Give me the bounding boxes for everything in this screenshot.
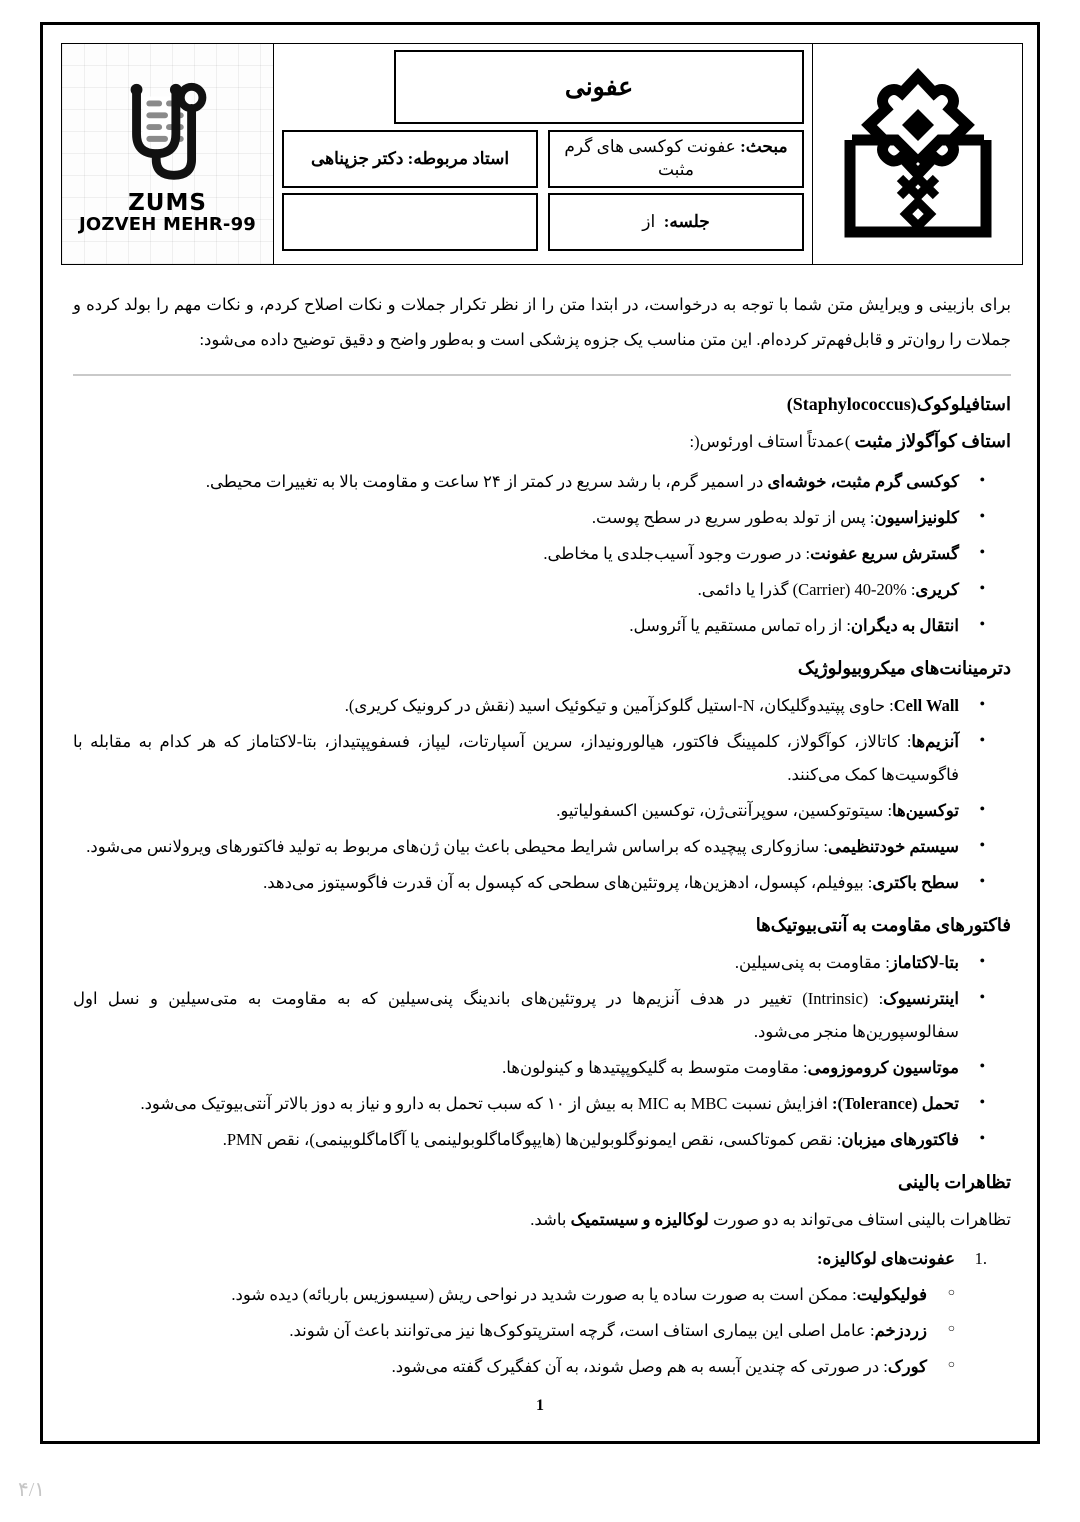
document-header-table xyxy=(61,43,1023,265)
bullet-term: سطح باکتری xyxy=(872,872,959,892)
bullet-text: : بیوفیلم، کپسول، ادهزین‌ها، پروتئین‌های سطحی که کپسول به آن قدرت فاگوسیتوز می‌دهد. xyxy=(263,872,873,892)
list-item xyxy=(73,1278,927,1311)
clinical-intro-pre: تظاهرات بالینی استاف می‌تواند به دو صورت xyxy=(708,1209,1011,1229)
bullet-text: در اسمیر گرم، با رشد سریع در کمتر از ۲۴ ساعت و مقاومت بالا به تغییرات محیطی. xyxy=(205,472,768,492)
topic-value: عفونت کوکسی های گرم مثبت xyxy=(564,137,736,179)
list-item xyxy=(73,501,959,534)
bullet-text: : عامل اصلی این بیماری استاف است، گرچه استرپتوکوک‌ها نیز می‌توانند باعث آن شوند. xyxy=(289,1320,875,1340)
document-content xyxy=(61,287,1023,1386)
intro-paragraph: برای بازبینی و ویرایش متن شما با توجه به درخواست، در ابتدا متن را از نظر تکرار جملات و نکات اصلاح کردم، و نکات مهم را بولد کرده و جملات را روان‌تر و قابل‌فهم‌تر کرده‌ام. این متن مناسب یک جزوه پزشکی است و به‌طور واضح و دقیق توضیح داده می‌شود: xyxy=(73,295,1011,350)
staph-subhead-rest: )عمدتاً استاف اورئوس(: xyxy=(689,431,855,451)
bullet-text: : از راه تماس مستقیم یا آئروسل. xyxy=(629,616,851,636)
section-heading-staphylococcus xyxy=(73,390,1011,419)
clinical-intro-post: باشد. xyxy=(530,1209,571,1229)
header-meta-cells xyxy=(274,44,812,264)
bullet-term: کلونیزاسیون xyxy=(874,508,959,528)
professor-cell xyxy=(282,130,538,188)
bullet-text: : پس از تولد به‌طور سریع در سطح پوست. xyxy=(591,508,875,528)
bullet-text: : حاوی پپتیدوگلیکان، N-استیل گلوکزآمین و تیکوئیک اسید (نقش در کرونیک کریری). xyxy=(344,695,894,715)
blank-cell xyxy=(282,193,538,251)
bullet-term: کورک xyxy=(887,1356,927,1376)
bullet-term: موتاسیون کروموزومی xyxy=(807,1057,959,1077)
list-item xyxy=(73,573,959,606)
topic-cell xyxy=(548,130,804,188)
bullet-text: : ممکن است به صورت ساده یا به صورت شدید در نواحی ریش (سیسوزیس باربائه) دیده شود. xyxy=(231,1284,857,1304)
list-item xyxy=(73,830,959,863)
bullet-term: بتا-لاکتاماز xyxy=(889,952,959,972)
bullet-text: : مقاومت به پنی‌سیلین. xyxy=(734,952,890,972)
bullet-term: Cell Wall xyxy=(893,695,959,715)
resistance-bullet-list xyxy=(73,946,1011,1156)
list-item xyxy=(73,609,959,642)
bullet-term: زردزخم xyxy=(874,1320,927,1340)
professor-label: استاد مربوطه: دکتر جزپناهی xyxy=(310,148,510,168)
bullet-text: : سازوکاری پیچیده که براساس شرایط محیطی باعث بیان ژن‌های مربوط به تولید فاکتورهای ویرولانس می‌شود. xyxy=(86,836,828,856)
session-label: جلسه: xyxy=(663,211,710,231)
list-item xyxy=(73,1051,959,1084)
zums-wordmark xyxy=(79,191,256,234)
determinants-bullet-list xyxy=(73,689,1011,899)
university-emblem-cell xyxy=(812,44,1022,264)
bullet-term: کوکسی گرم مثبت، خوشه‌ای xyxy=(767,472,959,492)
page-number: 1 xyxy=(536,1397,544,1414)
bullet-term: فاکتورهای میزبان xyxy=(841,1129,959,1149)
session-value: از xyxy=(642,211,656,231)
header-row-2 xyxy=(282,193,804,251)
topic-label: مبحث: xyxy=(740,137,788,157)
section-heading-determinants: دترمینانت‌های میکروبیولوژیک xyxy=(797,658,1011,679)
staph-subheading xyxy=(73,425,1011,457)
bullet-text: افزایش نسبت MBC به MIC به بیش از ۱۰ که سبب تحمل به دارو و نیاز به دوز بالاتر آنتی‌بیوتیک می‌شود. xyxy=(140,1093,833,1113)
zums-line-1: ZUMS xyxy=(128,190,207,217)
localized-infections-sublist xyxy=(73,1278,1011,1383)
header-row-1 xyxy=(282,130,804,188)
staph-bullet-list xyxy=(73,465,1011,642)
bullet-text: : مقاومت متوسط به گلیکوپپتیدها و کینولون‌ها. xyxy=(502,1057,808,1077)
bullet-term: سیستم خودتنظیمی xyxy=(827,836,959,856)
staph-subhead-bold: استاف کوآگولاز مثبت xyxy=(854,430,1011,451)
zums-logo-cell xyxy=(62,44,274,264)
page-frame xyxy=(40,22,1040,1444)
section-heading-resistance: فاکتورهای مقاومت به آنتی‌بیوتیک‌ها xyxy=(755,914,1011,935)
zums-line-2: JOZVEH MEHR-99 xyxy=(78,213,257,235)
bullet-term: آنزیم‌ها xyxy=(911,731,959,751)
bullet-text: : کاتالاز، کوآگولاز، کلمپینگ فاکتور، هیالورونیداز، سرین آسپارتات، لیپاز، فسفوپپتیداز، بتا-لاکتاماز که هر کدام به مقابله با فاگوسیت‌ها کمک می‌کنند. xyxy=(73,731,959,784)
bullet-term: اینترنسیوک xyxy=(883,988,959,1008)
bullet-term: گسترش سریع عفونت xyxy=(810,544,959,564)
list-item xyxy=(73,1350,927,1383)
list-item xyxy=(73,725,959,791)
bullet-text: : سیتوتوکسین، سوپرآنتی‌ژن، توکسین اکسفولیاتیو. xyxy=(556,800,893,820)
staph-heading-en: (Staphylococcus) xyxy=(786,393,917,414)
section-heading-clinical: تظاهرات بالینی xyxy=(898,1171,1011,1192)
list-item xyxy=(73,1314,927,1347)
bullet-term: تحمل (Tolerance): xyxy=(832,1093,959,1113)
clinical-intro-bold: لوکالیزه و سیستمیک xyxy=(570,1209,709,1229)
bullet-term: فولیکولیت xyxy=(856,1284,927,1304)
divider xyxy=(73,374,1011,376)
corner-page-indicator: ۴/۱ xyxy=(18,1479,46,1501)
university-book-emblem-icon xyxy=(838,62,998,247)
list-item xyxy=(73,982,959,1048)
bullet-term: کریری xyxy=(915,580,959,600)
list-item xyxy=(73,794,959,827)
list-item xyxy=(73,1123,959,1156)
bullet-text: : (Intrinsic) تغییر در هدف آنزیم‌ها در پروتئین‌های باندینگ پنی‌سیلین که به مقاومت به متی‌سیلین و نسل اول سفالوسپورین‌ها منجر می‌شود. xyxy=(73,988,959,1041)
course-title: عفونی xyxy=(394,50,804,124)
clinical-intro xyxy=(73,1203,1011,1236)
bullet-term: انتقال به دیگران xyxy=(850,616,959,636)
list-item xyxy=(73,689,959,722)
bullet-text: : %20-40 (Carrier) گذرا یا دائمی. xyxy=(697,580,916,600)
bullet-term: توکسین‌ها xyxy=(892,800,959,820)
session-cell xyxy=(548,193,804,251)
bullet-text: : در صورت وجود آسیب‌جلدی یا مخاطی. xyxy=(543,544,811,564)
list-item xyxy=(73,1087,959,1120)
list-item xyxy=(73,946,959,979)
stethoscope-document-icon xyxy=(109,73,227,191)
bullet-text: : در صورتی که چندین آبسه به هم وصل شوند، به آن کفگیرک گفته می‌شود. xyxy=(391,1356,888,1376)
clinical-ordered-list xyxy=(73,1242,1011,1275)
list-item xyxy=(73,866,959,899)
list-item xyxy=(73,537,959,570)
bullet-text: : نقص کموتاکسی، نقص ایمونوگلوبولین‌ها (هایپوگاماگلوبولینمی یا آگاماگلوبینمی)، نقص PMN. xyxy=(222,1129,842,1149)
staph-heading-fa: استافیلوکوک xyxy=(916,393,1011,414)
list-item: عفونت‌های لوکالیزه: xyxy=(817,1248,955,1268)
list-item xyxy=(73,465,959,498)
